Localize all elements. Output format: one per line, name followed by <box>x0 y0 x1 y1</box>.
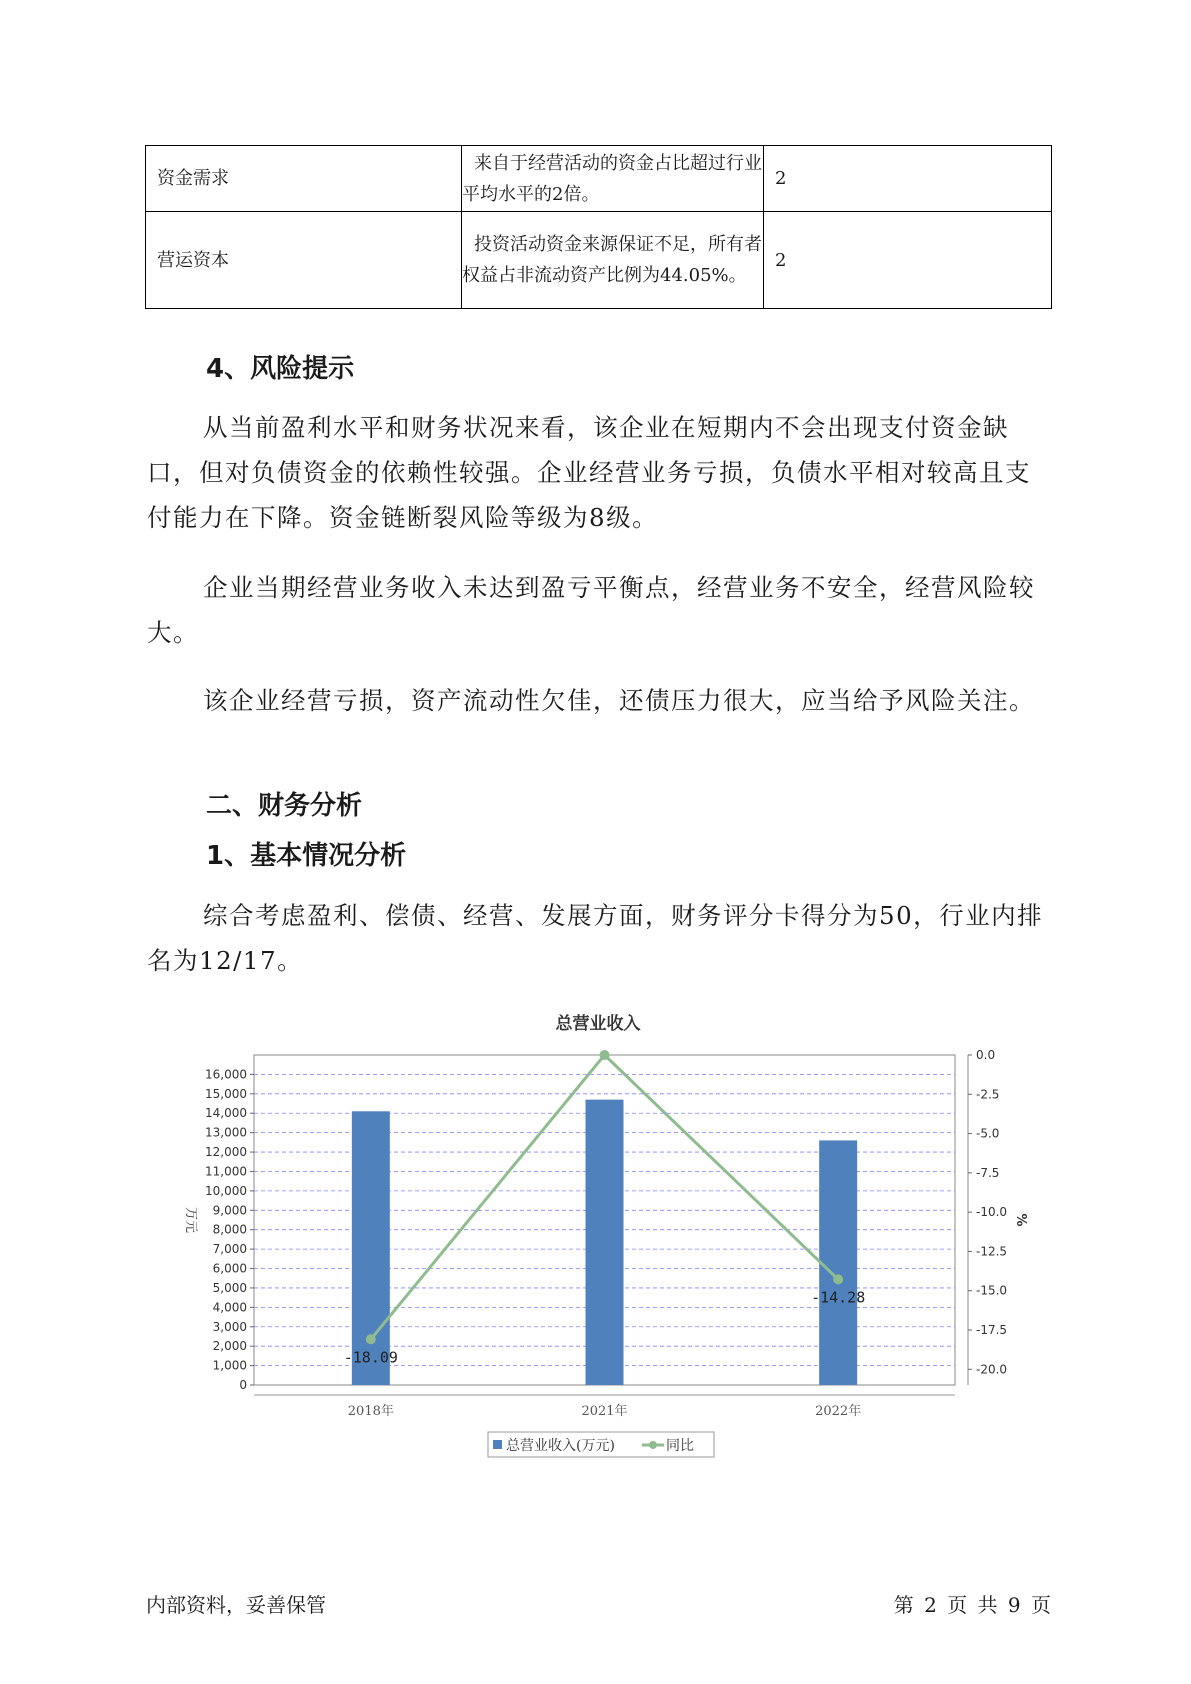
x-tick-label: 2018年 <box>347 1404 394 1419</box>
y-tick-label: 10,000 <box>205 1183 247 1198</box>
table-cell-score: 2 <box>764 212 1052 309</box>
y-tick-label: 2,000 <box>212 1339 247 1354</box>
y2-tick-label: -20.0 <box>976 1362 1008 1377</box>
y-tick-label: 1,000 <box>212 1358 247 1373</box>
y-tick-label: 9,000 <box>212 1203 247 1218</box>
line-point <box>833 1274 843 1284</box>
basic-analysis-heading: 1、基本情况分析 <box>206 841 407 871</box>
y2-tick-label: -15.0 <box>976 1283 1008 1298</box>
y-tick-label: 16,000 <box>205 1067 247 1082</box>
legend-swatch-bar <box>493 1440 502 1449</box>
bar <box>586 1100 624 1385</box>
y-tick-label: 7,000 <box>212 1242 247 1257</box>
legend-label: 总营业收入(万元) <box>506 1438 615 1454</box>
footer-page-number: 第 2 页 共 9 页 <box>893 1593 1051 1617</box>
y2-tick-label: -17.5 <box>976 1323 1008 1337</box>
y2-tick-label: -10.0 <box>976 1205 1008 1220</box>
y2-tick-label: -2.5 <box>976 1087 1000 1102</box>
finance-heading: 二、财务分析 <box>206 791 363 821</box>
y2-tick-label: 0.0 <box>976 1048 996 1062</box>
line-point <box>366 1334 376 1344</box>
x-tick-label: 2021年 <box>581 1404 628 1419</box>
y-tick-label: 3,000 <box>212 1319 247 1334</box>
y-axis-title: 万元 <box>183 1206 198 1234</box>
chart-title: 总营业收入 <box>555 1014 641 1034</box>
table-cell-description: 来自于经营活动的资金占比超过行业平均水平的2倍。 <box>462 146 764 212</box>
y-tick-label: 4,000 <box>212 1300 247 1315</box>
risk-heading: 4、风险提示 <box>206 354 355 384</box>
table-cell-name: 营运资本 <box>146 212 462 309</box>
x-tick-label: 2022年 <box>815 1404 862 1419</box>
y2-axis-title: % <box>1013 1213 1028 1227</box>
basic-analysis-paragraph: 综合考虑盈利、偿债、经营、发展方面，财务评分卡得分为50，行业内排名为12/17。 <box>147 901 1044 975</box>
table-cell-score: 2 <box>764 146 1052 212</box>
y-tick-label: 11,000 <box>205 1164 247 1179</box>
line-point <box>600 1050 610 1060</box>
data-label: -14.28 <box>811 1288 866 1307</box>
y-tick-label: 8,000 <box>212 1222 247 1237</box>
table-cell-name: 资金需求 <box>146 146 462 212</box>
y-tick-label: 13,000 <box>205 1125 247 1140</box>
risk-paragraph-3: 该企业经营亏损，资产流动性欠佳，还债压力很大，应当给予风险关注。 <box>203 686 1035 715</box>
risk-paragraph-2: 企业当期经营业务收入未达到盈亏平衡点，经营业务不安全，经营风险较大。 <box>147 573 1035 647</box>
y-tick-label: 14,000 <box>205 1106 247 1121</box>
risk-paragraph-1: 从当前盈利水平和财务状况来看，该企业在短期内不会出现支付资金缺口，但对负债资金的依赖性较强。企业经营业务亏损，负债水平相对较高且支付能力在下降。资金链断裂风险等级为8级。 <box>147 413 1031 532</box>
y2-tick-label: -7.5 <box>976 1165 1000 1180</box>
y-tick-label: 12,000 <box>205 1145 247 1160</box>
y-tick-label: 6,000 <box>212 1261 247 1276</box>
y2-tick-label: -12.5 <box>976 1244 1008 1259</box>
y-tick-label: 15,000 <box>205 1086 247 1101</box>
y-tick-label: 0 <box>239 1378 247 1392</box>
legend-swatch-point <box>649 1441 657 1449</box>
y2-tick-label: -5.0 <box>976 1126 1000 1141</box>
table-cell-description: 投资活动资金来源保证不足，所有者权益占非流动资产比例为44.05%。 <box>462 212 764 309</box>
legend-label: 同比 <box>666 1438 694 1454</box>
bar <box>819 1140 857 1385</box>
footer-confidential-note: 内部资料，妥善保管 <box>146 1593 326 1617</box>
y-tick-label: 5,000 <box>212 1280 247 1295</box>
data-label: -18.09 <box>343 1348 398 1367</box>
